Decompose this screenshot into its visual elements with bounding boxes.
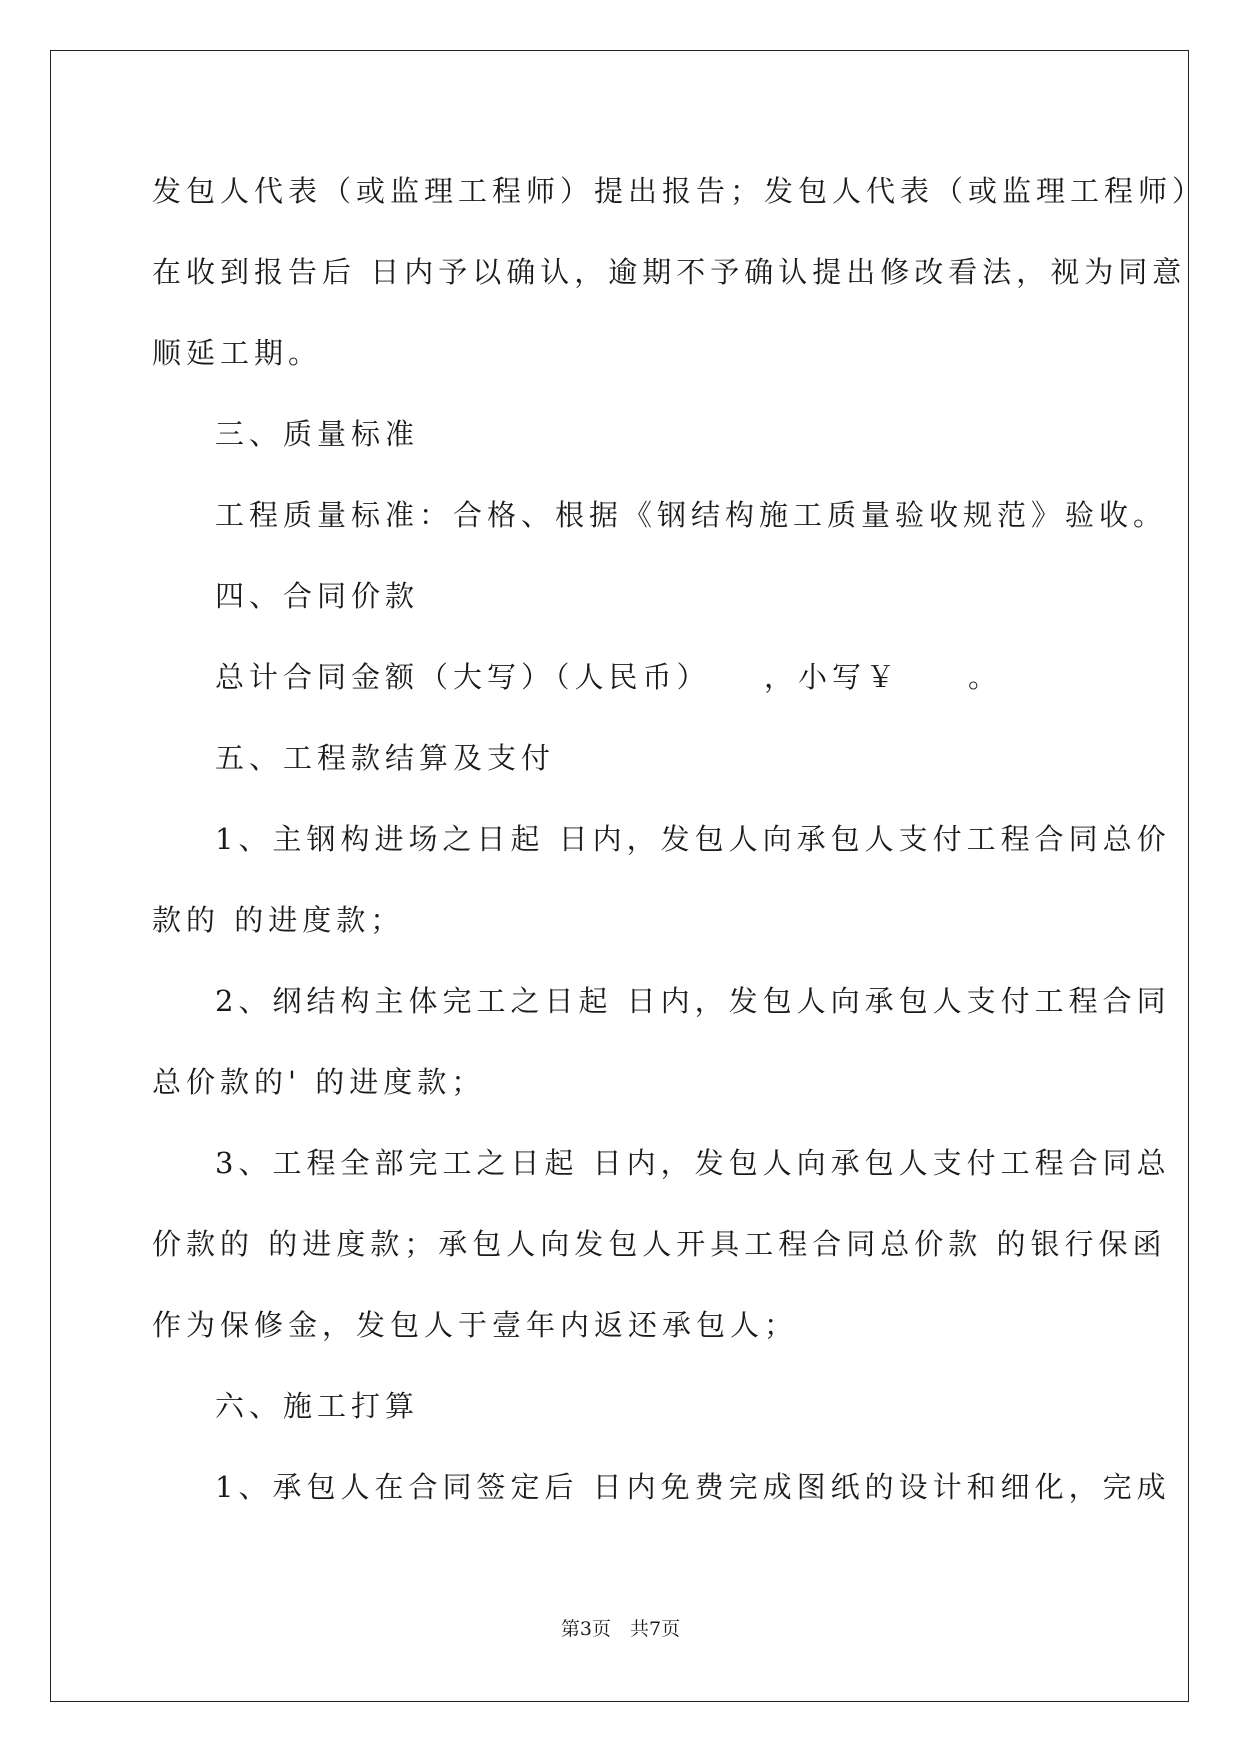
body-line: 在收到报告后 日内予以确认，逾期不予确认提出修改看法，视为同意: [152, 255, 1187, 289]
page-number-footer: 第3页 共7页: [560, 1618, 681, 1640]
section-heading: 五、工程款结算及支付: [215, 741, 556, 775]
page-border: [50, 50, 1189, 1702]
body-line: 3、工程全部完工之日起 日内，发包人向承包人支付工程合同总: [215, 1146, 1171, 1180]
section-heading: 四、合同价款: [215, 579, 420, 613]
body-line: 总价款的' 的进度款；: [152, 1065, 486, 1099]
section-heading: 六、施工打算: [215, 1389, 420, 1423]
body-line: 发包人代表（或监理工程师）提出报告；发包人代表（或监理工程师）: [152, 174, 1207, 208]
body-line: 1、承包人在合同签定后 日内免费完成图纸的设计和细化，完成: [215, 1470, 1171, 1504]
body-line: 工程质量标准：合格、根据《钢结构施工质量验收规范》验收。: [215, 498, 1168, 532]
body-line: 作为保修金，发包人于壹年内返还承包人；: [152, 1308, 799, 1342]
body-line: 价款的 的进度款；承包人向发包人开具工程合同总价款 的银行保函: [152, 1227, 1167, 1261]
section-heading: 三、质量标准: [215, 417, 420, 451]
body-line: 款的 的进度款；: [152, 903, 405, 937]
body-line: 2、纲结构主体完工之日起 日内，发包人向承包人支付工程合同: [215, 984, 1171, 1018]
body-line: 1、主钢构进场之日起 日内，发包人向承包人支付工程合同总价: [215, 822, 1171, 856]
body-line: 顺延工期。: [152, 336, 323, 370]
body-line: 总计合同金额（大写）（人民币） ，小写￥ 。: [215, 660, 1003, 694]
